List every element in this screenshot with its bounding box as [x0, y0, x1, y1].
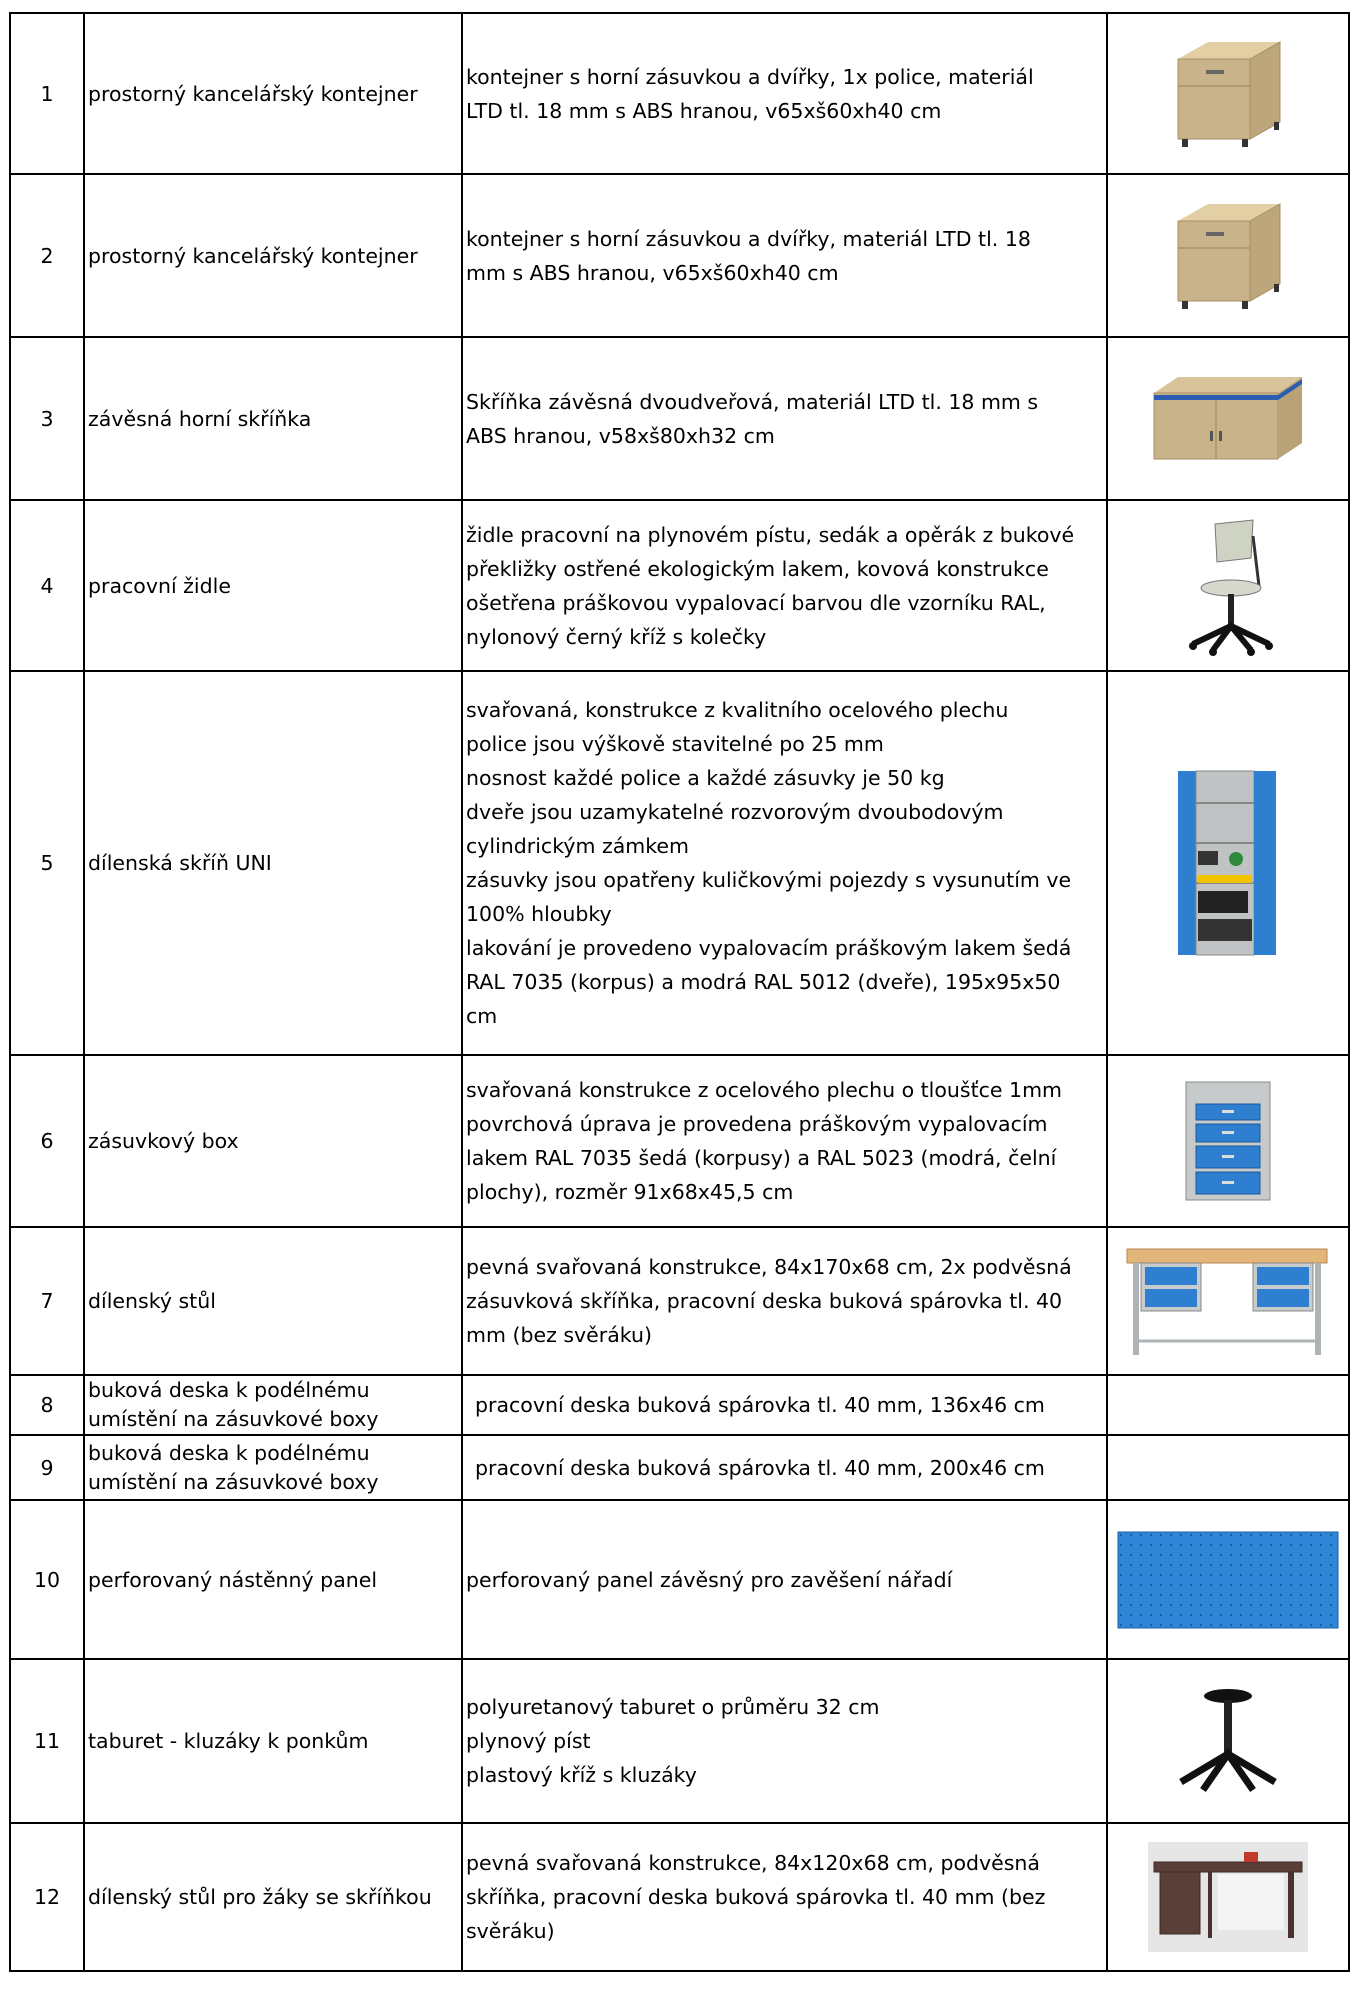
table-row [10, 1227, 1349, 1375]
workshop-cabinet-image [1168, 763, 1288, 963]
item-description [462, 1435, 1107, 1500]
item-image-cell [1107, 1659, 1349, 1823]
item-description [462, 1823, 1107, 1971]
description-line: povrchová úprava je provedena práškovým vypalovacím [466, 1112, 1048, 1136]
table-row [10, 500, 1349, 671]
office-container-image [1168, 34, 1288, 154]
table-row [10, 1375, 1349, 1435]
item-description [462, 337, 1107, 500]
item-description [462, 1227, 1107, 1375]
item-name-line: umístění na zásuvkové boxy [88, 1469, 379, 1494]
description-line: překližky ostřené ekologickým lakem, kovová konstrukce [466, 556, 1049, 581]
description-line: skříňka, pracovní deska buková spárovka tl. 40 mm (bez [466, 1885, 1046, 1909]
description-line: zásuvková skříňka, pracovní deska buková spárovka tl. 40 [466, 1289, 1063, 1313]
description-line: police jsou výškově stavitelné po 25 mm [466, 732, 884, 756]
item-name [84, 1375, 462, 1435]
item-description [462, 13, 1107, 174]
item-name-line: buková deska k podélnému [88, 1378, 370, 1402]
description-line: nosnost každé police a každé zásuvky je 50 kg [466, 766, 945, 790]
item-image-cell [1107, 337, 1349, 500]
description-line: nylonový černý kříž s kolečky [466, 624, 767, 649]
item-description [462, 500, 1107, 671]
description-line: ABS hranou, v58xš80xh32 cm [466, 423, 775, 448]
item-name: dílenský stůl [84, 1227, 462, 1375]
work-chair-image [1173, 516, 1283, 656]
row-number: 5 [10, 671, 84, 1055]
office-container-image [1168, 196, 1288, 316]
item-name: pracovní židle [84, 500, 462, 671]
description-line: lakování je provedeno vypalovacím práškovým lakem šedá [466, 936, 1072, 960]
table-row [10, 1659, 1349, 1823]
item-image-cell [1107, 1375, 1349, 1435]
item-description [462, 1055, 1107, 1227]
description-line: kontejner s horní zásuvkou a dvířky, 1x police, materiál [466, 64, 1034, 89]
description-line: židle pracovní na plynovém pístu, sedák a opěrák z bukové [466, 522, 1075, 547]
item-image-cell [1107, 500, 1349, 671]
item-description [462, 174, 1107, 337]
description-line: svěráku) [466, 1919, 555, 1943]
description-line: plochy), rozměr 91x68x45,5 cm [466, 1180, 794, 1204]
row-number: 6 [10, 1055, 84, 1227]
description-line: LTD tl. 18 mm s ABS hranou, v65xš60xh40 cm [466, 98, 942, 123]
item-name: závěsná horní skříňka [84, 337, 462, 500]
item-description [462, 1659, 1107, 1823]
row-number: 11 [10, 1659, 84, 1823]
description-line: 100% hloubky [466, 902, 612, 926]
table-row [10, 337, 1349, 500]
description-line: kontejner s horní zásuvkou a dvířky, materiál LTD tl. 18 [466, 226, 1031, 251]
row-number: 10 [10, 1500, 84, 1659]
description-line: cm [466, 1004, 498, 1028]
item-name-line: umístění na zásuvkové boxy [88, 1407, 379, 1431]
item-image-cell [1107, 13, 1349, 174]
table-row [10, 13, 1349, 174]
item-name: dílenská skříň UNI [84, 671, 462, 1055]
item-name: dílenský stůl pro žáky se skříňkou [84, 1823, 462, 1971]
item-image-cell [1107, 1227, 1349, 1375]
item-image-cell [1107, 1055, 1349, 1227]
item-name-line: buková deska k podélnému [88, 1440, 370, 1465]
item-name: prostorný kancelářský kontejner [84, 174, 462, 337]
item-description [462, 1375, 1107, 1435]
item-name: prostorný kancelářský kontejner [84, 13, 462, 174]
perforated-panel-image [1116, 1530, 1340, 1630]
item-name: zásuvkový box [84, 1055, 462, 1227]
item-image-cell [1107, 1823, 1349, 1971]
item-description [462, 1500, 1107, 1659]
row-number: 9 [10, 1435, 84, 1500]
description-line: ošetřena práškovou vypalovací barvou dle vzorníku RAL, [466, 590, 1046, 615]
description-line: pevná svařovaná konstrukce, 84x120x68 cm, podvěsná [466, 1851, 1040, 1875]
item-name: taburet - kluzáky k ponkům [84, 1659, 462, 1823]
row-number: 12 [10, 1823, 84, 1971]
description-line: RAL 7035 (korpus) a modrá RAL 5012 (dveře), 195x95x50 [466, 970, 1061, 994]
description-line: mm (bez svěráku) [466, 1323, 653, 1347]
table-row [10, 1055, 1349, 1227]
item-image-cell [1107, 174, 1349, 337]
row-number: 2 [10, 174, 84, 337]
description-line: zásuvky jsou opatřeny kuličkovými pojezdy s vysunutím ve [466, 868, 1072, 892]
row-number: 1 [10, 13, 84, 174]
description-line: plastový kříž s kluzáky [466, 1763, 697, 1787]
wall-cabinet-image [1148, 369, 1308, 469]
row-number: 8 [10, 1375, 84, 1435]
description-line: lakem RAL 7035 šedá (korpusy) a RAL 5023 (modrá, čelní [466, 1146, 1057, 1170]
stool-image [1163, 1686, 1293, 1796]
row-number: 7 [10, 1227, 84, 1375]
description-line: plynový píst [466, 1729, 591, 1753]
table-row [10, 174, 1349, 337]
item-image-cell [1107, 671, 1349, 1055]
item-description [462, 671, 1107, 1055]
row-number: 4 [10, 500, 84, 671]
description-line: cylindrickým zámkem [466, 834, 689, 858]
description-line: svařovaná konstrukce z ocelového plechu o tloušťce 1mm [466, 1078, 1063, 1102]
row-number: 3 [10, 337, 84, 500]
drawer-box-image [1178, 1076, 1278, 1206]
description-line: pracovní deska buková spárovka tl. 40 mm, 136x46 cm [475, 1393, 1045, 1417]
item-image-cell [1107, 1435, 1349, 1500]
furniture-spec-table [9, 12, 1350, 1972]
description-line: perforovaný panel závěsný pro zavěšení nářadí [466, 1567, 953, 1592]
description-line: dveře jsou uzamykatelné rozvorovým dvoubodovým [466, 800, 1004, 824]
description-line: pevná svařovaná konstrukce, 84x170x68 cm, 2x podvěsná [466, 1255, 1072, 1279]
workbench-image [1123, 1241, 1333, 1361]
table-row [10, 1823, 1349, 1971]
table-row [10, 1500, 1349, 1659]
table-row [10, 1435, 1349, 1500]
item-name [84, 1435, 462, 1500]
description-line: polyuretanový taburet o průměru 32 cm [466, 1695, 880, 1719]
description-line: pracovní deska buková spárovka tl. 40 mm, 200x46 cm [475, 1455, 1045, 1480]
item-name: perforovaný nástěnný panel [84, 1500, 462, 1659]
description-line: Skříňka závěsná dvoudveřová, materiál LTD tl. 18 mm s [466, 389, 1039, 414]
student-workbench-image [1148, 1842, 1308, 1952]
description-line: svařovaná, konstrukce z kvalitního ocelového plechu [466, 698, 1009, 722]
description-line: mm s ABS hranou, v65xš60xh40 cm [466, 260, 839, 285]
table-row [10, 671, 1349, 1055]
item-image-cell [1107, 1500, 1349, 1659]
